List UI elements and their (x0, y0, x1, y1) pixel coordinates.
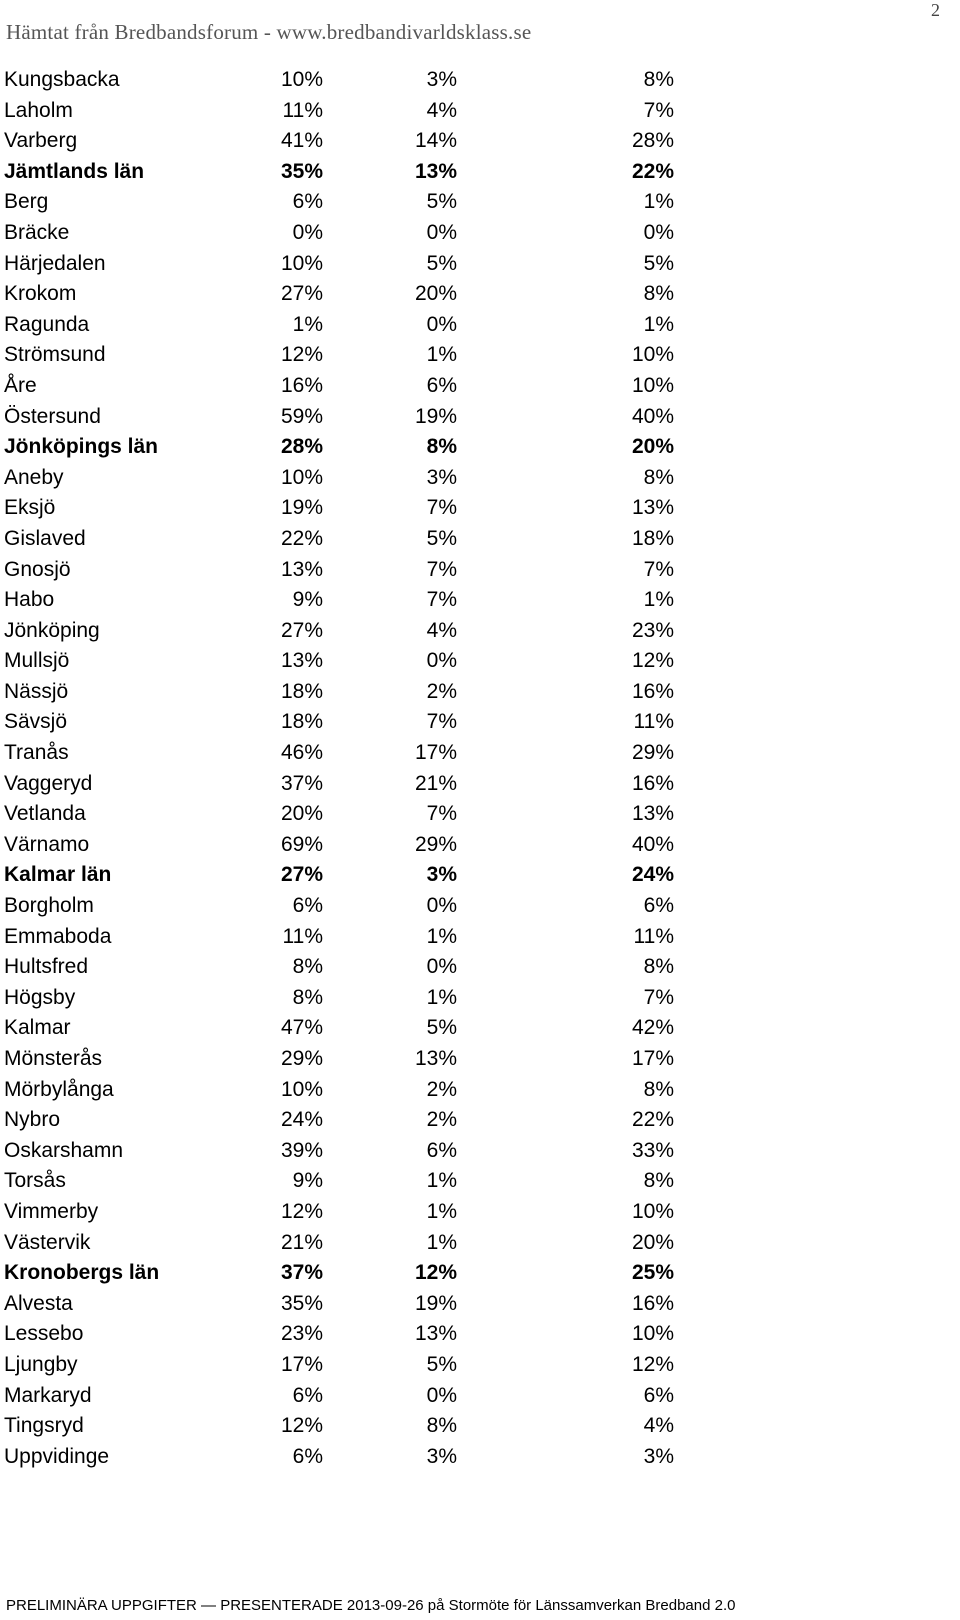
row-value-1: 1% (292, 312, 323, 336)
table-row (4, 96, 684, 127)
table-row (4, 799, 684, 830)
table-row (4, 585, 684, 616)
row-value-2: 5% (426, 1016, 457, 1040)
row-value-3: 12% (631, 1352, 674, 1376)
row-name: Laholm (4, 98, 73, 122)
row-value-1: 16% (280, 373, 323, 397)
row-name: Varberg (4, 129, 78, 153)
row-value-2: 13% (414, 1047, 457, 1070)
table-row (4, 249, 684, 280)
row-value-2: 7% (426, 557, 457, 581)
row-value-3: 10% (631, 343, 674, 367)
table-row (4, 279, 684, 310)
row-value-3: 7% (643, 98, 674, 122)
page-number: 2 (931, 0, 940, 20)
row-name: Krokom (4, 282, 77, 306)
row-value-2: 0% (426, 220, 457, 244)
row-value-1: 13% (280, 557, 323, 581)
row-value-2: 13% (414, 159, 457, 183)
table-row (4, 1197, 684, 1228)
row-name: Hultsfred (4, 955, 89, 979)
row-value-3: 10% (631, 373, 674, 397)
row-name: Eksjö (4, 496, 56, 520)
row-name: Östersund (4, 404, 101, 428)
row-value-2: 12% (414, 1261, 457, 1285)
row-name: Bräcke (4, 220, 70, 244)
row-value-3: 1% (643, 190, 674, 214)
row-value-3: 4% (643, 1414, 674, 1438)
row-name: Habo (4, 588, 55, 612)
row-value-1: 10% (280, 251, 323, 275)
row-name: Värnamo (4, 832, 90, 856)
row-name: Oskarshamn (4, 1138, 124, 1162)
row-value-1: 69% (280, 832, 323, 856)
row-name: Vaggeryd (4, 771, 93, 795)
row-value-3: 6% (643, 894, 674, 918)
row-value-2: 7% (426, 496, 457, 520)
row-value-1: 8% (292, 955, 323, 979)
row-name: Uppvidinge (4, 1444, 110, 1468)
row-value-1: 46% (280, 741, 323, 765)
table-row (4, 1350, 684, 1381)
page-header: Hämtat från Bredbandsforum - www.bredbandivarldsklass.se (6, 20, 532, 44)
table-row (4, 493, 684, 524)
table-row (4, 677, 684, 708)
row-value-3: 11% (633, 710, 674, 734)
row-value-3: 25% (631, 1261, 674, 1285)
row-value-2: 7% (426, 588, 457, 612)
row-value-3: 23% (631, 618, 674, 642)
row-value-2: 5% (426, 251, 457, 275)
row-value-3: 40% (631, 832, 674, 856)
row-value-1: 28% (280, 435, 323, 459)
row-value-3: 20% (631, 1230, 674, 1254)
row-value-2: 21% (414, 771, 457, 795)
page-footer: PRELIMINÄRA UPPGIFTER — PRESENTERADE 2013-09-26 på Stormöte för Länssamverkan Bredband 2.0 (6, 1597, 736, 1614)
row-value-1: 17% (280, 1352, 323, 1376)
row-name: Berg (4, 190, 49, 214)
table-row (4, 922, 684, 953)
row-value-1: 0% (292, 220, 323, 244)
row-value-1: 12% (280, 1199, 323, 1223)
row-value-3: 10% (631, 1199, 674, 1223)
table-row (4, 555, 684, 586)
table-row (4, 769, 684, 800)
row-value-2: 1% (426, 343, 457, 367)
table-row (4, 1013, 684, 1044)
row-value-2: 5% (426, 526, 457, 550)
table-row (4, 1166, 684, 1197)
row-value-2: 1% (426, 1199, 457, 1223)
row-value-1: 12% (280, 1414, 323, 1438)
table-row (4, 738, 684, 769)
row-value-2: 0% (426, 649, 457, 673)
row-value-1: 21% (280, 1230, 323, 1254)
row-name: Tranås (4, 741, 69, 765)
row-name: Ragunda (4, 312, 90, 336)
row-value-2: 1% (426, 1230, 457, 1254)
row-name: Gislaved (4, 526, 86, 550)
table-row (4, 371, 684, 402)
row-value-3: 22% (631, 159, 674, 183)
row-value-2: 0% (426, 312, 457, 336)
row-value-2: 19% (414, 404, 457, 428)
table-row (4, 218, 684, 249)
row-value-2: 4% (426, 618, 457, 642)
row-value-2: 8% (426, 1414, 457, 1438)
county-row (4, 1258, 684, 1289)
row-name: Mörbylånga (4, 1077, 114, 1101)
row-value-1: 8% (292, 985, 323, 1009)
table-row (4, 1319, 684, 1350)
table-row (4, 952, 684, 983)
row-name: Härjedalen (4, 251, 106, 275)
row-value-1: 27% (280, 282, 323, 306)
row-value-3: 8% (643, 1077, 674, 1101)
table-row (4, 65, 684, 96)
row-value-1: 6% (292, 894, 323, 918)
row-name: Jönköpings län (4, 435, 159, 459)
row-value-2: 1% (426, 1169, 457, 1193)
row-value-1: 59% (280, 404, 323, 428)
row-name: Kungsbacka (4, 68, 120, 91)
row-name: Kalmar (4, 1016, 71, 1040)
row-value-3: 8% (643, 68, 674, 91)
row-name: Ljungby (4, 1352, 78, 1376)
row-value-3: 7% (643, 557, 674, 581)
row-value-3: 6% (643, 1383, 674, 1407)
row-value-1: 22% (280, 526, 323, 550)
table-row (4, 1044, 684, 1075)
row-value-2: 5% (426, 190, 457, 214)
row-value-2: 6% (426, 373, 457, 397)
row-value-3: 40% (631, 404, 674, 428)
row-value-3: 22% (631, 1108, 674, 1132)
row-value-2: 14% (414, 129, 457, 153)
table-row (4, 646, 684, 677)
statistics-table (4, 65, 684, 1472)
row-value-2: 8% (426, 435, 457, 459)
table-row (4, 402, 684, 433)
row-value-2: 1% (426, 924, 457, 948)
row-value-2: 2% (426, 1077, 457, 1101)
row-value-3: 29% (631, 741, 674, 765)
row-value-1: 37% (280, 1261, 323, 1285)
row-value-2: 3% (426, 863, 457, 887)
row-value-1: 11% (282, 98, 323, 122)
table-row (4, 463, 684, 494)
row-name: Kronobergs län (4, 1261, 160, 1285)
row-value-1: 27% (280, 618, 323, 642)
row-name: Gnosjö (4, 557, 71, 581)
county-row (4, 432, 684, 463)
row-name: Sävsjö (4, 710, 68, 734)
row-name: Jämtlands län (4, 159, 145, 183)
county-row (4, 860, 684, 891)
row-value-2: 20% (414, 282, 457, 306)
row-value-2: 19% (414, 1291, 457, 1315)
row-value-1: 24% (280, 1108, 323, 1132)
table-row (4, 126, 684, 157)
row-value-1: 35% (280, 1291, 323, 1315)
table-row (4, 1228, 684, 1259)
row-value-3: 1% (643, 588, 674, 612)
table-row (4, 524, 684, 555)
row-name: Torsås (4, 1169, 66, 1193)
row-value-3: 28% (631, 129, 674, 153)
row-name: Jönköping (4, 618, 100, 642)
row-name: Markaryd (4, 1383, 92, 1407)
row-value-2: 2% (426, 679, 457, 703)
row-value-1: 20% (280, 802, 323, 826)
row-value-2: 0% (426, 955, 457, 979)
row-name: Mönsterås (4, 1047, 103, 1070)
row-value-1: 13% (280, 649, 323, 673)
row-value-1: 47% (280, 1016, 323, 1040)
row-value-2: 3% (426, 465, 457, 489)
row-value-3: 12% (631, 649, 674, 673)
row-value-3: 10% (631, 1322, 674, 1346)
table-row (4, 187, 684, 218)
table-row (4, 616, 684, 647)
row-value-1: 29% (280, 1047, 323, 1070)
row-value-3: 1% (643, 312, 674, 336)
row-value-3: 7% (643, 985, 674, 1009)
row-value-3: 16% (631, 1291, 674, 1315)
row-value-2: 0% (426, 894, 457, 918)
table-row (4, 1289, 684, 1320)
row-value-2: 3% (426, 68, 457, 91)
row-name: Åre (4, 373, 37, 397)
row-value-1: 18% (280, 710, 323, 734)
row-name: Alvesta (4, 1291, 73, 1315)
row-value-2: 17% (414, 741, 457, 765)
row-name: Emmaboda (4, 924, 112, 948)
table-row (4, 1136, 684, 1167)
table-row (4, 1381, 684, 1412)
row-value-1: 39% (280, 1138, 323, 1162)
row-value-2: 7% (426, 802, 457, 826)
row-value-1: 41% (280, 129, 323, 153)
row-value-1: 37% (280, 771, 323, 795)
row-value-3: 8% (643, 955, 674, 979)
row-name: Nässjö (4, 679, 69, 703)
row-value-1: 6% (292, 1383, 323, 1407)
table-row (4, 1075, 684, 1106)
row-value-3: 11% (633, 924, 674, 948)
county-row (4, 157, 684, 188)
row-value-1: 27% (280, 863, 323, 887)
table-row (4, 983, 684, 1014)
row-value-1: 9% (292, 1169, 323, 1193)
row-value-3: 24% (631, 863, 674, 887)
row-value-3: 3% (643, 1444, 674, 1468)
row-value-3: 18% (631, 526, 674, 550)
row-value-2: 7% (426, 710, 457, 734)
row-name: Vetlanda (4, 802, 86, 826)
table-row (4, 310, 684, 341)
row-name: Kalmar län (4, 863, 112, 887)
row-value-1: 10% (280, 1077, 323, 1101)
row-value-3: 5% (643, 251, 674, 275)
row-value-1: 10% (280, 465, 323, 489)
row-value-1: 19% (280, 496, 323, 520)
row-value-2: 4% (426, 98, 457, 122)
row-value-2: 1% (426, 985, 457, 1009)
row-name: Borgholm (4, 894, 94, 918)
row-value-2: 13% (414, 1322, 457, 1346)
row-value-2: 5% (426, 1352, 457, 1376)
row-value-3: 13% (631, 496, 674, 520)
row-value-3: 8% (643, 1169, 674, 1193)
table-row (4, 1442, 684, 1473)
row-value-2: 2% (426, 1108, 457, 1132)
row-value-3: 42% (631, 1016, 674, 1040)
row-name: Högsby (4, 985, 76, 1009)
row-value-1: 6% (292, 190, 323, 214)
row-name: Lessebo (4, 1322, 84, 1346)
row-value-1: 18% (280, 679, 323, 703)
row-value-1: 6% (292, 1444, 323, 1468)
row-value-1: 9% (292, 588, 323, 612)
row-value-1: 11% (282, 924, 323, 948)
row-value-2: 0% (426, 1383, 457, 1407)
row-value-3: 0% (643, 220, 674, 244)
row-name: Vimmerby (4, 1199, 99, 1223)
table-row (4, 707, 684, 738)
row-value-2: 6% (426, 1138, 457, 1162)
row-name: Tingsryd (4, 1414, 84, 1438)
row-name: Västervik (4, 1230, 91, 1254)
row-value-1: 10% (280, 68, 323, 91)
row-name: Mullsjö (4, 649, 70, 673)
table-row (4, 340, 684, 371)
row-value-3: 8% (643, 282, 674, 306)
row-value-1: 35% (280, 159, 323, 183)
row-value-3: 13% (631, 802, 674, 826)
row-value-2: 3% (426, 1444, 457, 1468)
table-row (4, 1105, 684, 1136)
row-value-3: 33% (631, 1138, 674, 1162)
row-value-2: 29% (414, 832, 457, 856)
table-row (4, 830, 684, 861)
row-value-3: 16% (631, 771, 674, 795)
row-value-3: 20% (631, 435, 674, 459)
row-value-1: 23% (280, 1322, 323, 1346)
table-row (4, 1411, 684, 1442)
row-value-1: 12% (280, 343, 323, 367)
row-value-3: 8% (643, 465, 674, 489)
row-value-3: 16% (631, 679, 674, 703)
row-name: Strömsund (4, 343, 106, 367)
row-value-3: 17% (631, 1047, 674, 1070)
table-row (4, 891, 684, 922)
row-name: Nybro (4, 1108, 61, 1132)
row-name: Aneby (4, 465, 64, 489)
